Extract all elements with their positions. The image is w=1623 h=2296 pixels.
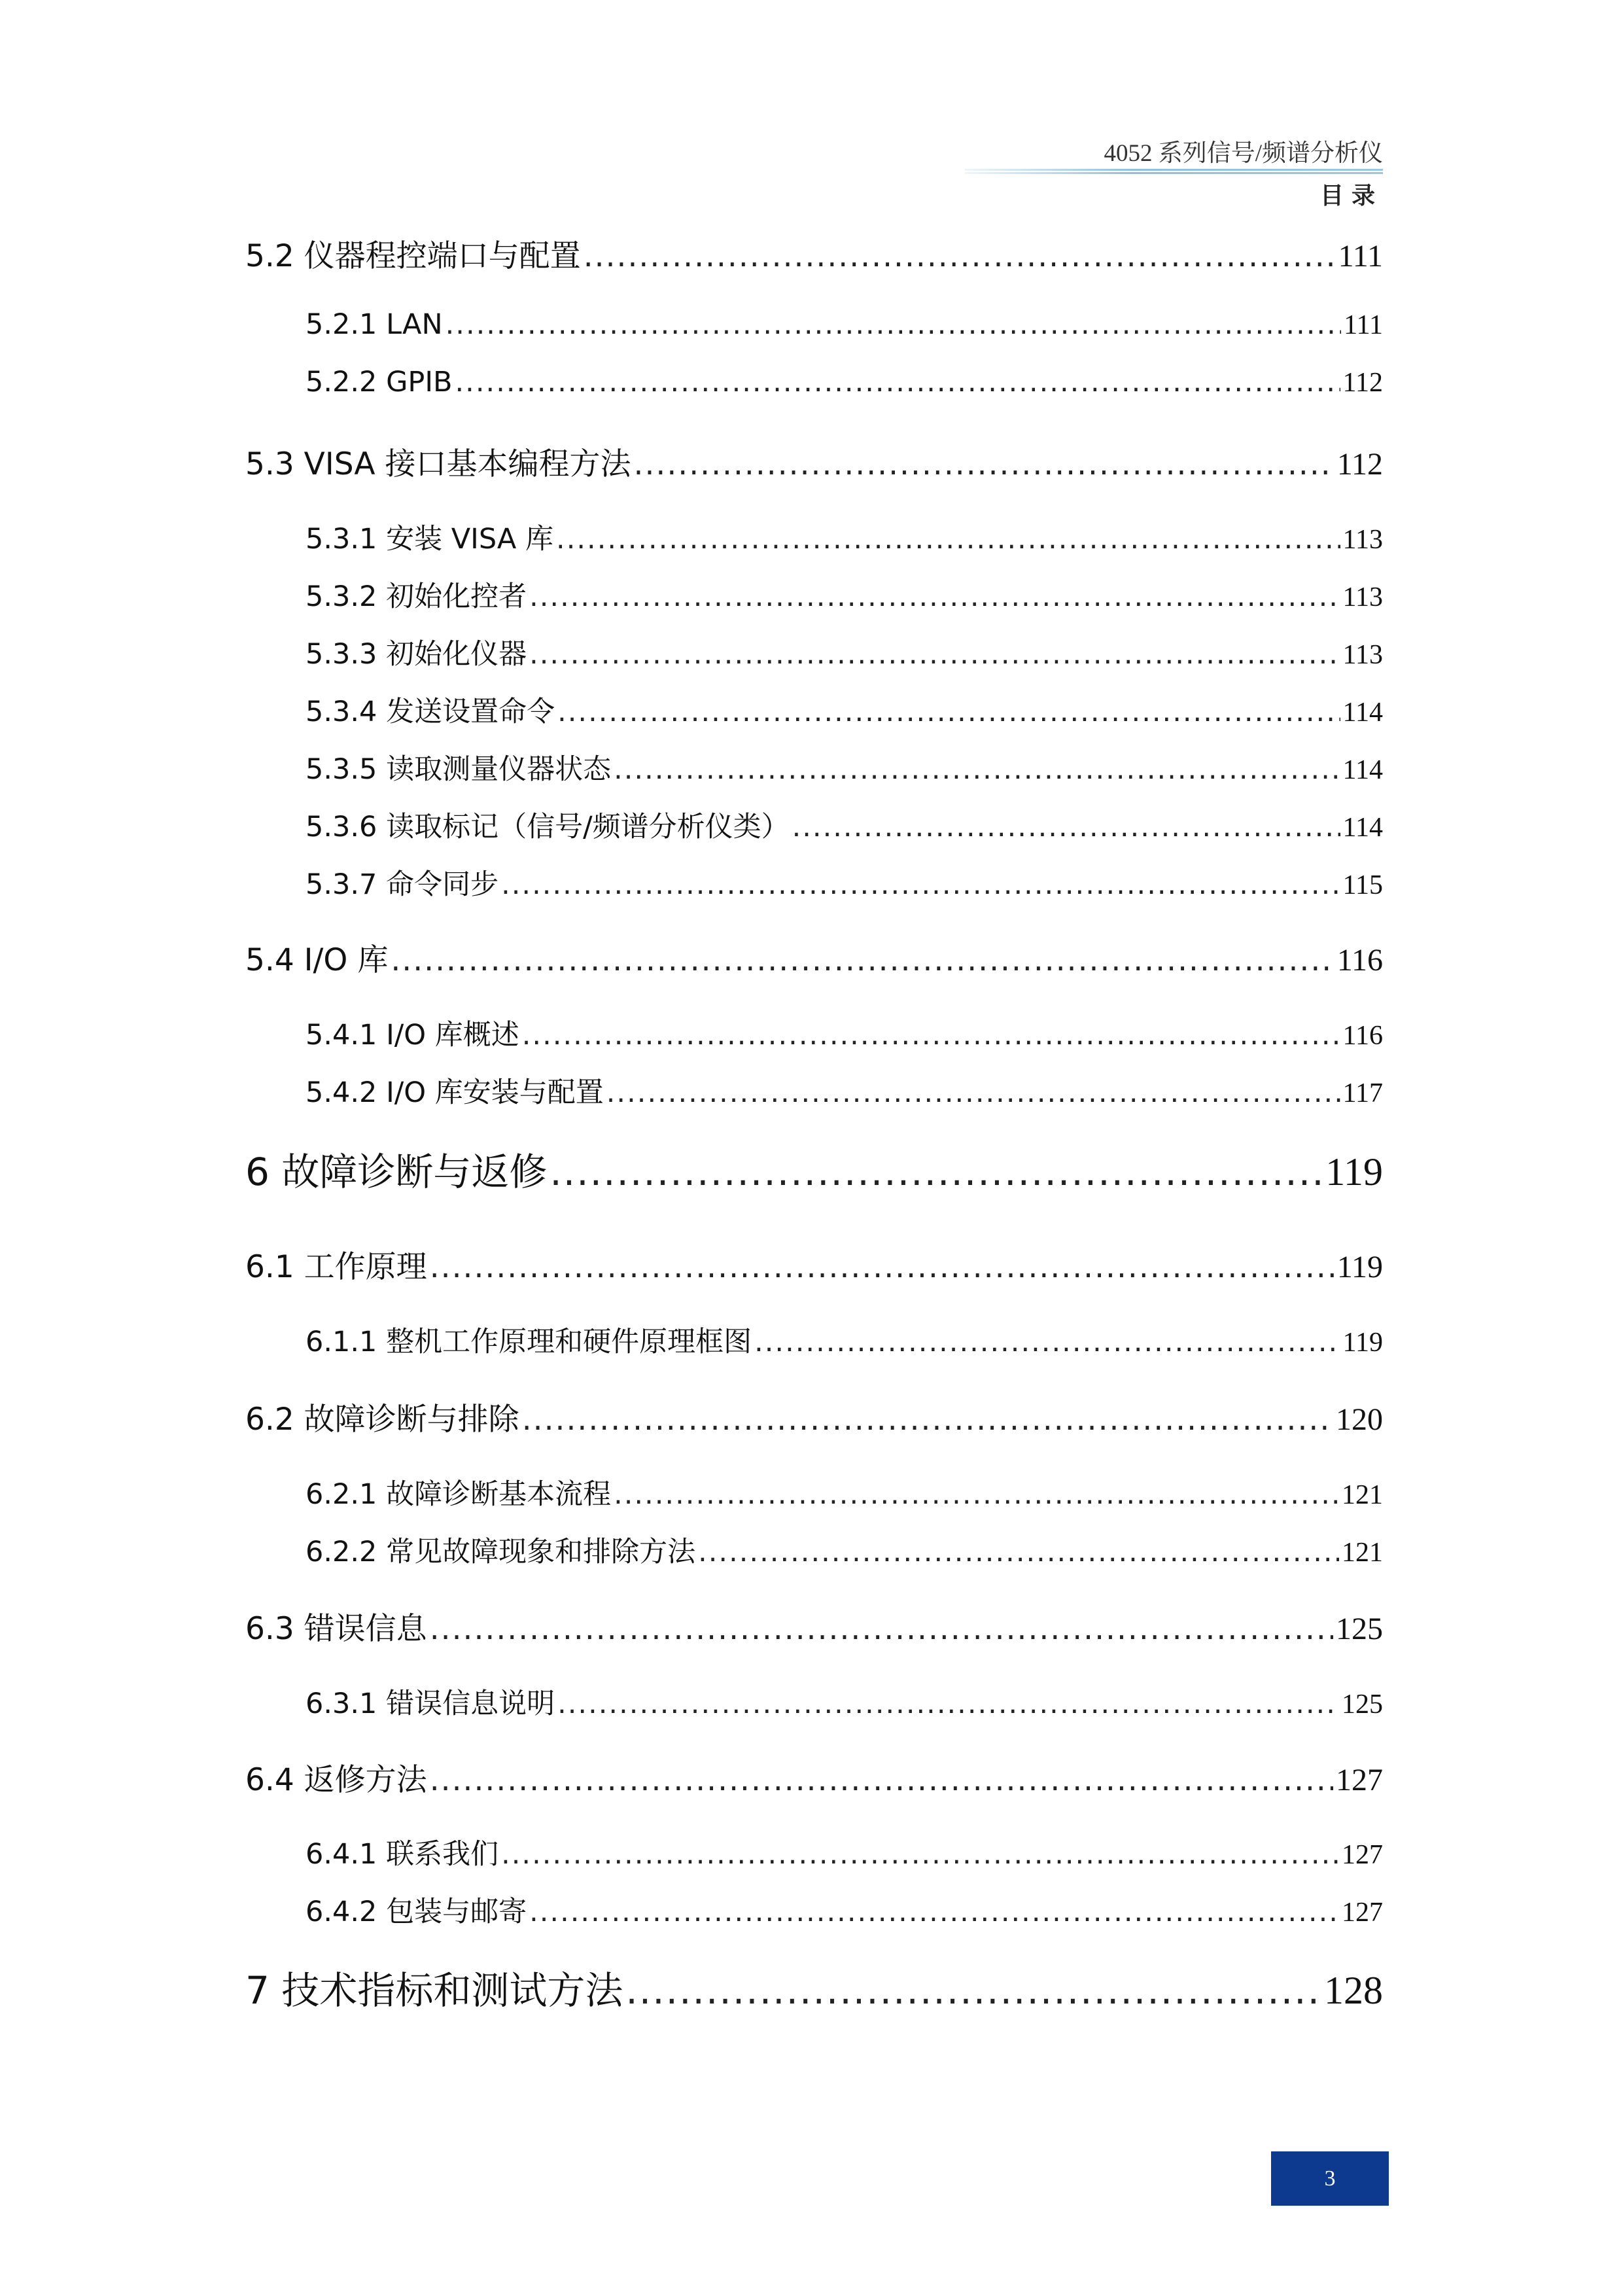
- page-number: 3: [1324, 2166, 1336, 2191]
- toc-entry-6-1[interactable]: [245, 1243, 1383, 1286]
- toc-entry-5-3-1[interactable]: [305, 517, 1383, 557]
- document-title: 4052 系列信号/频谱分析仪: [1104, 140, 1383, 167]
- toc-page-number: 119: [1325, 1150, 1383, 1193]
- toc-page-number: 127: [1342, 1840, 1383, 1870]
- toc-dot-leader: [522, 1402, 1333, 1438]
- toc-entry-label: 5.4.1 I/O 库概述: [305, 1019, 519, 1051]
- toc-entry-5-3-5[interactable]: [305, 747, 1383, 787]
- toc-entry-6-4-1[interactable]: [305, 1832, 1383, 1872]
- toc-dot-leader: [625, 1968, 1321, 2013]
- toc-page-number: 114: [1342, 698, 1383, 728]
- toc-entry-5-3-7[interactable]: [305, 862, 1383, 902]
- toc-page-number: 117: [1342, 1078, 1383, 1108]
- toc-dot-leader: [634, 446, 1335, 482]
- toc-entry-6-4[interactable]: [245, 1756, 1383, 1799]
- toc-page-number: 114: [1342, 813, 1383, 843]
- toc-dot-leader: [792, 811, 1340, 843]
- toc-entry-5-4[interactable]: [245, 936, 1383, 980]
- toc-page-number: 111: [1344, 310, 1383, 340]
- toc-entry-5-3-3[interactable]: [305, 632, 1383, 672]
- toc-page-number: 128: [1324, 1969, 1383, 2012]
- toc-dot-leader: [501, 1838, 1339, 1871]
- toc-dot-leader: [455, 366, 1340, 398]
- toc-dot-leader: [614, 1478, 1339, 1511]
- toc-dot-leader: [529, 580, 1340, 613]
- toc-dot-leader: [430, 1611, 1333, 1647]
- toc-entry-5-4-1[interactable]: [305, 1013, 1383, 1053]
- toc-entry-label: 6.2.1 故障诊断基本流程: [305, 1478, 612, 1511]
- toc-entry-5-2-1[interactable]: [305, 308, 1383, 341]
- toc-dot-leader: [614, 753, 1340, 786]
- toc-page-number: 120: [1336, 1402, 1383, 1437]
- toc-entry-chapter-7[interactable]: [245, 1960, 1383, 2015]
- toc-page-number: 115: [1342, 870, 1383, 900]
- toc-dot-leader: [754, 1326, 1340, 1358]
- toc-entry-label: 6.2 故障诊断与排除: [245, 1402, 519, 1438]
- toc-page-number: 116: [1342, 1021, 1383, 1051]
- toc-entry-label: 5.4.2 I/O 库安装与配置: [305, 1076, 604, 1109]
- toc-dot-leader: [391, 942, 1334, 978]
- toc-page-number: 113: [1342, 582, 1383, 612]
- toc-page-number: 116: [1336, 943, 1383, 978]
- toc-entry-label: 6.3 错误信息: [245, 1611, 427, 1647]
- toc-page-number: 127: [1342, 1898, 1383, 1928]
- toc-dot-leader: [606, 1076, 1340, 1109]
- toc-dot-leader: [522, 1019, 1340, 1051]
- toc-dot-leader: [529, 1896, 1339, 1928]
- toc-entry-label: 5.3 VISA 接口基本编程方法: [245, 446, 631, 482]
- toc-entry-label: 5.3.5 读取测量仪器状态: [305, 753, 612, 786]
- toc-entry-label: 5.3.7 命令同步: [305, 868, 499, 901]
- toc-page-number: 112: [1342, 368, 1383, 398]
- section-name: 目录: [1319, 183, 1383, 209]
- toc-entry-label: 5.3.3 初始化仪器: [305, 638, 527, 671]
- toc-entry-6-2-2[interactable]: [305, 1530, 1383, 1570]
- toc-dot-leader: [584, 238, 1336, 274]
- toc-page-number: 121: [1342, 1538, 1383, 1568]
- toc-entry-label: 7 技术指标和测试方法: [245, 1968, 623, 2013]
- toc-page-number: 127: [1336, 1763, 1383, 1797]
- toc-entry-6-3-1[interactable]: [305, 1682, 1383, 1722]
- toc-entry-label: 6.1 工作原理: [245, 1249, 427, 1285]
- toc-entry-chapter-6[interactable]: [245, 1141, 1383, 1196]
- toc-page-number: 119: [1342, 1328, 1383, 1358]
- toc-page-number: 113: [1342, 525, 1383, 555]
- toc-entry-5-3-4[interactable]: [305, 690, 1383, 730]
- toc-dot-leader: [529, 638, 1340, 671]
- toc-entry-5-3[interactable]: [245, 440, 1383, 484]
- toc-entry-5-3-6[interactable]: [305, 805, 1383, 845]
- toc-dot-leader: [698, 1536, 1339, 1568]
- toc-entry-label: 5.3.4 发送设置命令: [305, 696, 555, 728]
- toc-entry-5-2[interactable]: [245, 232, 1383, 275]
- toc-entry-label: 5.3.2 初始化控者: [305, 580, 527, 613]
- toc-entry-label: 6 故障诊断与返修: [245, 1150, 548, 1194]
- toc-entry-label: 5.2.2 GPIB: [305, 366, 453, 398]
- toc-page-number: 121: [1342, 1480, 1383, 1510]
- toc-entry-label: 5.3.6 读取标记（信号/频谱分析仪类）: [305, 811, 790, 843]
- page-number-badge: [1271, 2151, 1389, 2206]
- toc-page-number: 125: [1342, 1689, 1383, 1720]
- toc-entry-6-4-2[interactable]: [305, 1890, 1383, 1930]
- toc-dot-leader: [556, 523, 1340, 556]
- toc-dot-leader: [430, 1249, 1335, 1285]
- toc-entry-6-1-1[interactable]: [305, 1320, 1383, 1360]
- header-divider: [965, 169, 1383, 174]
- toc-entry-5-2-2[interactable]: [305, 366, 1383, 398]
- toc-page-number: 111: [1338, 239, 1383, 274]
- toc-dot-leader: [550, 1150, 1323, 1194]
- toc-entry-label: 5.3.1 安装 VISA 库: [305, 523, 554, 556]
- toc-entry-label: 5.2.1 LAN: [305, 308, 443, 341]
- toc-dot-leader: [430, 1762, 1333, 1798]
- toc-entry-label: 6.2.2 常见故障现象和排除方法: [305, 1536, 696, 1568]
- toc-page-number: 119: [1336, 1250, 1383, 1284]
- toc-page-number: 112: [1336, 447, 1383, 482]
- toc-entry-6-2-1[interactable]: [305, 1472, 1383, 1512]
- toc-page-number: 114: [1342, 755, 1383, 785]
- toc-page-number: 125: [1336, 1612, 1383, 1646]
- toc-dot-leader: [557, 1687, 1339, 1720]
- toc-entry-5-4-2[interactable]: [305, 1070, 1383, 1110]
- toc-entry-6-3[interactable]: [245, 1604, 1383, 1648]
- toc-page-number: 113: [1342, 640, 1383, 670]
- toc-entry-label: 5.2 仪器程控端口与配置: [245, 238, 581, 274]
- toc-entry-6-2[interactable]: [245, 1395, 1383, 1439]
- toc-entry-label: 5.4 I/O 库: [245, 942, 389, 978]
- toc-entry-label: 6.3.1 错误信息说明: [305, 1687, 555, 1720]
- toc-entry-label: 6.4.2 包装与邮寄: [305, 1896, 527, 1928]
- toc-dot-leader: [445, 308, 1342, 341]
- toc-entry-label: 6.4.1 联系我们: [305, 1838, 499, 1871]
- toc-entry-label: 6.4 返修方法: [245, 1762, 427, 1798]
- toc-entry-label: 6.1.1 整机工作原理和硬件原理框图: [305, 1326, 752, 1358]
- toc-entry-5-3-2[interactable]: [305, 574, 1383, 614]
- toc-dot-leader: [557, 696, 1340, 728]
- toc-dot-leader: [501, 868, 1340, 901]
